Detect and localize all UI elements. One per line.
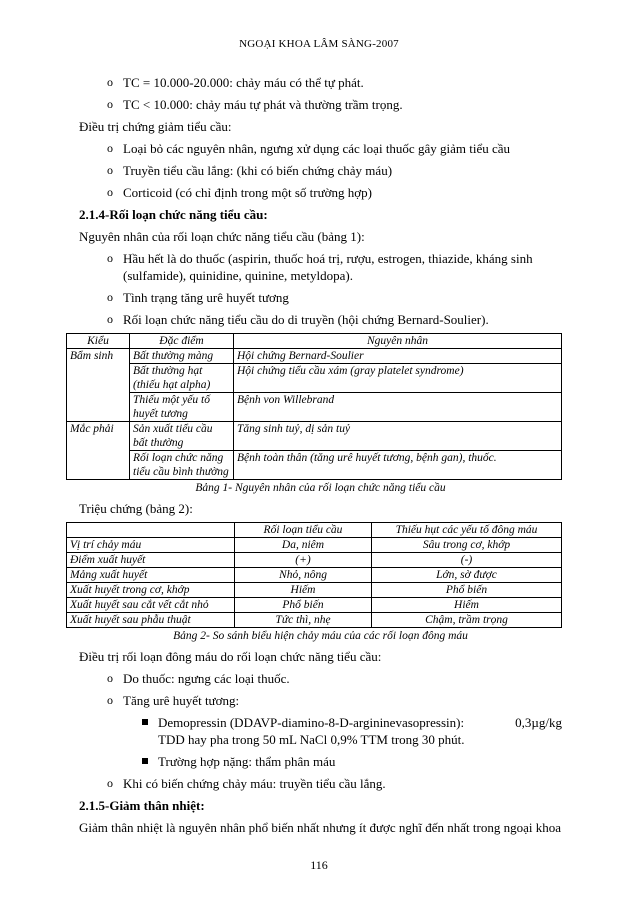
section-heading: 2.1.5-Giảm thân nhiệt: (79, 798, 205, 813)
table-cell: Hội chứng Bernard-Soulier (234, 349, 562, 364)
bullet-list (79, 775, 562, 792)
list-item: o Truyền tiểu cầu lắng: (khi có biến chứng chảy máu) (107, 163, 393, 178)
table-cell: Chậm, trầm trọng (372, 613, 562, 628)
table-cell: Xuất huyết sau phẫu thuật (67, 613, 235, 628)
bullet-o-icon: o (107, 251, 113, 265)
paragraph: Nguyên nhân của rối loạn chức năng tiểu cầu (bảng 1): (79, 229, 365, 244)
table-cell: Sâu trong cơ, khớp (372, 538, 562, 553)
page-header: NGOẠI KHOA LÂM SÀNG-2007 (239, 38, 399, 50)
paragraph: Điều trị rối loạn đông máu do rối loạn chức năng tiểu cầu: (79, 649, 382, 664)
bullet-o-icon: o (107, 776, 113, 790)
list-item: o Loại bỏ các nguyên nhân, ngưng xử dụng các loại thuốc gây giảm tiểu cầu (107, 141, 510, 156)
list-item: Demopressin (DDAVP-diamino-8-D-argininevasopressin): 0,3µg/kg TDD hay pha trong 50 mL NaCl 0,9% TTM trong 30 phút. (79, 714, 562, 748)
table-cell: Tăng sinh tuỷ, dị sản tuỷ (234, 422, 562, 451)
list-item: o Do thuốc: ngưng các loại thuốc. (107, 671, 290, 686)
bullet-list (79, 140, 562, 201)
list-item: o Tăng urê huyết tương: (107, 693, 240, 708)
table-row (67, 349, 562, 364)
bullet-o-icon: o (107, 185, 113, 199)
paragraph: Triệu chứng (bảng 2): (79, 501, 193, 516)
table-row (67, 393, 562, 422)
table-row (67, 583, 562, 598)
table-header-row (67, 334, 562, 349)
square-bullet-icon (142, 758, 148, 764)
bullet-o-icon: o (107, 163, 113, 177)
bullet-o-icon: o (107, 671, 113, 685)
table-cell: Xuất huyết trong cơ, khớp (67, 583, 235, 598)
table-group-cell: Bẩm sinh (67, 349, 130, 422)
table-caption: Bảng 2- So sánh biểu hiện chảy máu của các rối loạn đông máu (173, 630, 468, 642)
page-number: 116 (310, 858, 328, 872)
list-item: o TC < 10.000: chảy máu tự phát và thường trầm trọng. (107, 97, 403, 112)
section-heading: 2.1.4-Rối loạn chức năng tiểu cầu: (79, 207, 268, 222)
list-item: o Khi có biến chứng chảy máu: truyền tiểu cầu lắng. (107, 776, 386, 791)
table-caption: Bảng 1- Nguyên nhân của rối loạn chức năng tiểu cầu (195, 482, 446, 494)
bullet-o-icon: o (107, 312, 113, 326)
paragraph: Điều trị chứng giảm tiểu cầu: (79, 119, 232, 134)
bullet-list (79, 250, 562, 328)
bullet-o-icon: o (107, 141, 113, 155)
table-cell: Bất thường màng (130, 349, 234, 364)
list-item: o Hầu hết là do thuốc (aspirin, thuốc hoá trị, rượu, estrogen, thiazide, kháng sinh (sulfamide), quinidine, quinine, metyldopa). (107, 251, 533, 283)
bullet-o-icon: o (107, 75, 113, 89)
list-item: o TC = 10.000-20.000: chảy máu có thể tự phát. (107, 75, 364, 90)
table-platelet-causes (66, 333, 562, 480)
table-cell: Rối loạn chức năng tiểu cầu bình thường (130, 451, 234, 480)
table-cell: Lớn, sờ được (372, 568, 562, 583)
list-item: o Tình trạng tăng urê huyết tương (107, 290, 289, 305)
table-header-cell: Đặc điểm (130, 334, 234, 349)
bullet-o-icon: o (107, 693, 113, 707)
table-cell: Hội chứng tiểu cầu xám (gray platelet syndrome) (234, 364, 562, 393)
list-item: Trường hợp nặng: thẩm phân máu (79, 753, 562, 770)
bullet-o-icon: o (107, 97, 113, 111)
square-bullet-icon (142, 719, 148, 725)
table-cell: Tức thì, nhẹ (235, 613, 372, 628)
bullet-list (79, 74, 562, 113)
bullet-list (79, 670, 562, 709)
table-cell: Phổ biến (372, 583, 562, 598)
table-cell: Vị trí chảy máu (67, 538, 235, 553)
table-row (67, 568, 562, 583)
table-cell: Hiếm (372, 598, 562, 613)
table-row (67, 422, 562, 451)
table-row (67, 553, 562, 568)
table-cell: Hiếm (235, 583, 372, 598)
table-group-cell: Mắc phải (67, 422, 130, 480)
table-cell: Điểm xuất huyết (67, 553, 235, 568)
paragraph: Giảm thân nhiệt là nguyên nhân phổ biến nhất nhưng ít được nghĩ đến nhất trong ngoại khoa (79, 820, 562, 835)
list-item: o Rối loạn chức năng tiểu cầu do di truyền (hội chứng Bernard-Soulier). (107, 312, 489, 327)
table-header-cell: Kiểu (67, 334, 130, 349)
table-row (67, 364, 562, 393)
table-header-cell: Rối loạn tiểu cầu (235, 523, 372, 538)
table-cell: Da, niêm (235, 538, 372, 553)
table-header-cell (67, 523, 235, 538)
table-cell: Bệnh toàn thân (tăng urê huyết tương, bệnh gan), thuốc. (234, 451, 562, 480)
table-row (67, 613, 562, 628)
table-cell: Bệnh von Willebrand (234, 393, 562, 422)
table-cell: (-) (372, 553, 562, 568)
table-cell: Phổ biến (235, 598, 372, 613)
table-cell: Mảng xuất huyết (67, 568, 235, 583)
table-cell: Thiếu một yếu tố huyết tương (130, 393, 234, 422)
table-cell: (+) (235, 553, 372, 568)
table-row (67, 598, 562, 613)
table-header-row (67, 523, 562, 538)
table-cell: Bất thường hạt (thiếu hạt alpha) (130, 364, 234, 393)
list-item: o Corticoid (có chỉ định trong một số trường hợp) (107, 185, 372, 200)
table-header-cell: Thiếu hụt các yếu tố đông máu (372, 523, 562, 538)
bullet-o-icon: o (107, 290, 113, 304)
sub-bullet-list (79, 714, 562, 770)
table-row (67, 538, 562, 553)
table-cell: Nhỏ, nông (235, 568, 372, 583)
table-cell: Sản xuất tiểu cầu bất thường (130, 422, 234, 451)
table-header-cell: Nguyên nhân (234, 334, 562, 349)
document-body (70, 74, 562, 841)
table-cell: Xuất huyết sau cắt vết cắt nhỏ (67, 598, 235, 613)
table-bleeding-comparison (66, 522, 562, 628)
table-row (67, 451, 562, 480)
